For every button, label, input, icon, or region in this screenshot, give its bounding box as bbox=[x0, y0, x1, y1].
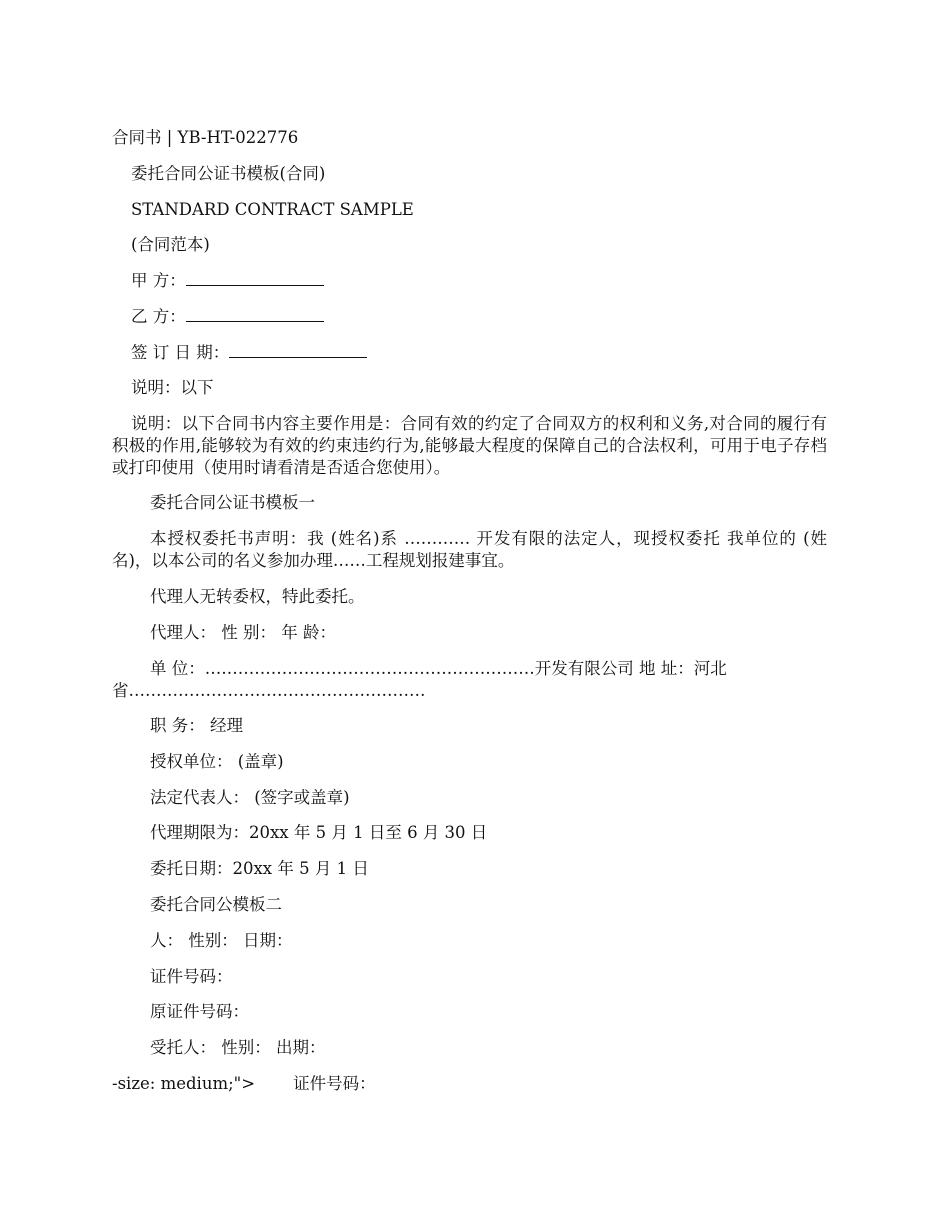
party-b-blank bbox=[186, 306, 324, 322]
template1-unit-line2: 省……………………………………………… bbox=[112, 681, 426, 700]
document-title: 委托合同公证书模板(合同) bbox=[131, 164, 326, 183]
party-b-label: 乙 方： bbox=[131, 307, 186, 326]
template1-entrust-date: 委托日期：20xx 年 5 月 1 日 bbox=[150, 859, 369, 878]
note-short: 说明：以下 bbox=[131, 378, 214, 397]
template2-trustee-line: 受托人： 性别： 出期： bbox=[150, 1038, 326, 1057]
party-a-blank bbox=[186, 270, 324, 286]
template1-no-transfer: 代理人无转委权，特此委托。 bbox=[150, 587, 365, 606]
template1-position: 职 务： 经理 bbox=[150, 716, 243, 735]
subtitle-chinese: (合同范本) bbox=[131, 235, 210, 254]
party-a-label: 甲 方： bbox=[131, 271, 186, 290]
template1-heading: 委托合同公证书模板一 bbox=[150, 493, 315, 512]
subtitle-english: STANDARD CONTRACT SAMPLE bbox=[131, 200, 414, 219]
template2-id-no-2: 证件号码： bbox=[293, 1074, 376, 1093]
template1-legal-rep: 法定代表人： (签字或盖章) bbox=[150, 788, 350, 807]
template2-heading: 委托合同公模板二 bbox=[150, 895, 282, 914]
stray-html-fragment: -size: medium;"> bbox=[112, 1074, 256, 1093]
sign-date-label: 签 订 日 期： bbox=[131, 343, 230, 362]
template1-agent-line: 代理人： 性 别： 年 龄： bbox=[150, 623, 336, 642]
template2-id-no: 证件号码： bbox=[150, 967, 233, 986]
sign-date-line bbox=[131, 342, 367, 364]
sign-date-blank bbox=[229, 342, 367, 358]
note-paragraph: 说明：以下合同书内容主要作用是：合同有效的约定了合同双方的权利和义务,对合同的履行有积极的作用,能够较为有效的约束违约行为,能够最大程度的保障自己的合法权利，可用于电子存档或打印使用（使用时请看清是否适合您使用）。 bbox=[112, 414, 827, 477]
template1-statement: 本授权委托书声明：我 (姓名)系 ………… 开发有限的法定人，现授权委托 我单位的 (姓名)，以本公司的名义参加办理……工程规划报建事宜。 bbox=[112, 529, 827, 570]
template2-person-line: 人： 性别： 日期： bbox=[150, 931, 293, 950]
template1-auth-unit: 授权单位： (盖章) bbox=[150, 752, 284, 771]
document-header: 合同书 | YB-HT-022776 bbox=[112, 128, 299, 147]
template1-period: 代理期限为：20xx 年 5 月 1 日至 6 月 30 日 bbox=[150, 823, 488, 842]
template2-stray-line bbox=[112, 1073, 376, 1095]
party-a-line bbox=[131, 270, 324, 292]
template2-orig-id-no: 原证件号码： bbox=[150, 1002, 249, 1021]
template1-unit-line1: 单 位：……………………………………………………开发有限公司 地 址：河北 bbox=[150, 659, 727, 678]
party-b-line bbox=[131, 306, 324, 328]
